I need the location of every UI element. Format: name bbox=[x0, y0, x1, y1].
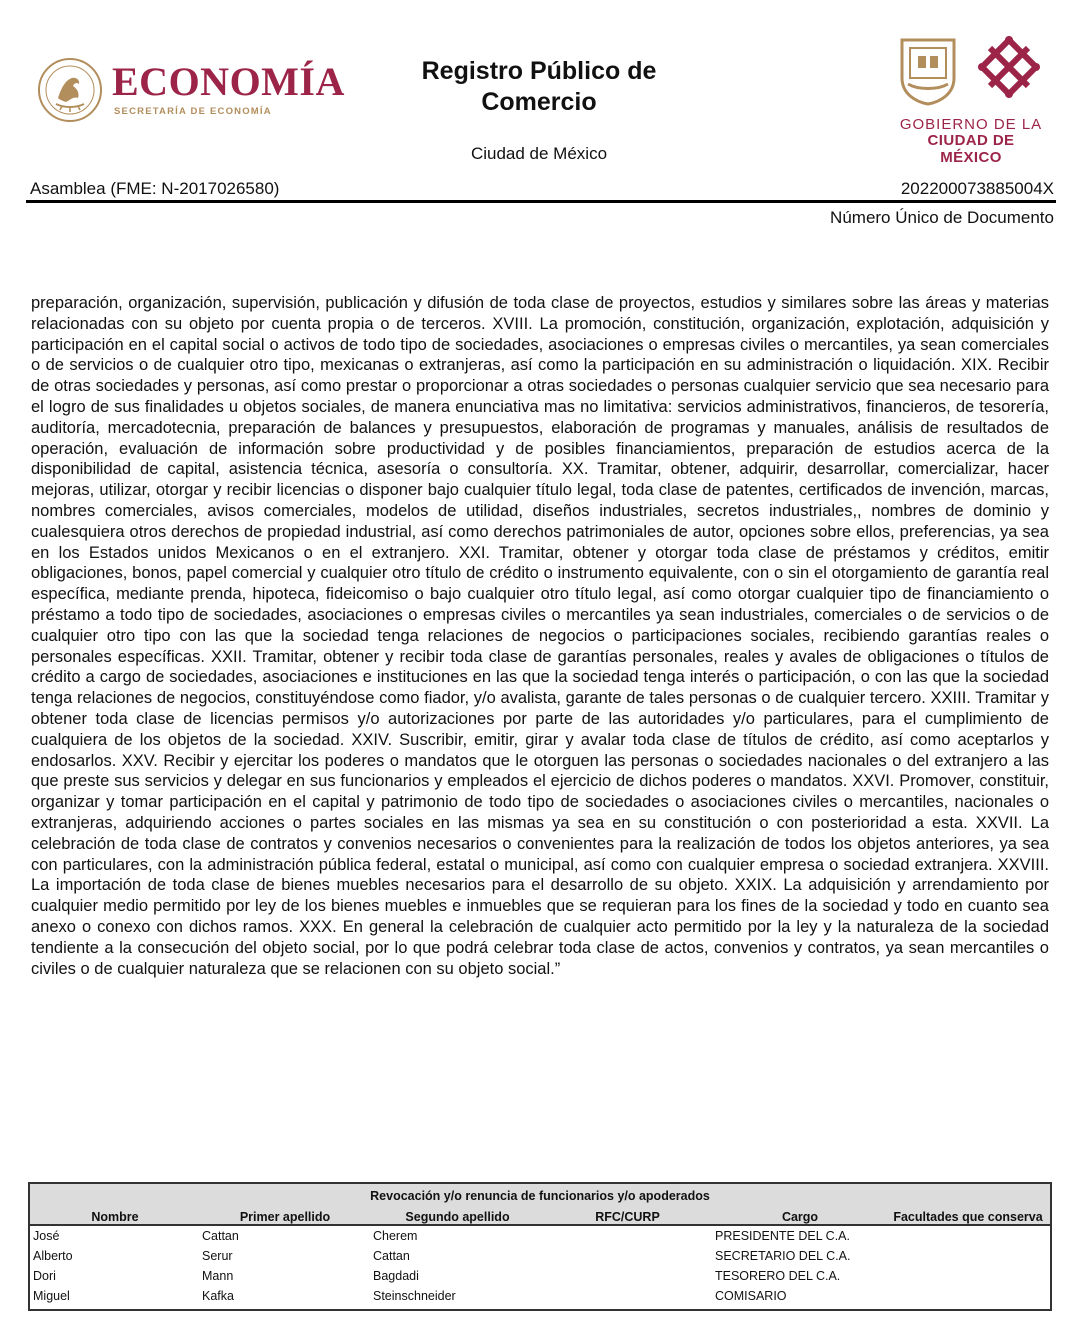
cell-cargo: SECRETARIO DEL C.A. bbox=[715, 1249, 851, 1263]
col-cargo: Cargo bbox=[781, 1210, 819, 1224]
cell-segundo-apellido: Steinschneider bbox=[373, 1289, 456, 1303]
cell-nombre: Alberto bbox=[33, 1249, 73, 1263]
table-row bbox=[30, 1289, 1050, 1309]
cell-primer-apellido: Cattan bbox=[202, 1229, 239, 1243]
body-text: preparación, organización, supervisión, publicación y difusión de toda clase de proyectos, estudios y similares sobre las áreas y materias relacionadas con su objeto por cuenta propia o de terceros. XVIII. La promoción, constitución, organización, explotación, adquisición y participación en el capital social o activos de todo tipo de sociedades, asociaciones o empresas civiles o mercantiles, ya sean comerciales o de servicios o de cualquier otro tipo, mexicanas o extranjeras, así como la participación en su administración o liquidación. XIX. Recibir de otras sociedades y personas, así como prestar o proporcionar a otras sociedades o personas cualquier servicio que sea necesario para el logro de sus finalidades u objetos sociales, de manera enunciativa mas no limitativa: servicios administrativos, financieros, de tesorería, auditoría, mercadotecnia, preparación de balances y presupuestos, elaboración de programas y manuales, análisis de resultados de operación, evaluación de información sobre productividad y de posibles financiamientos, preparación de estudios acerca de la disponibilidad de capital, asistencia técnica, asesoría o consultoría. XX. Tramitar, obtener, adquirir, desarrollar, comercializar, hacer mejoras, utilizar, otorgar y recibir licencias o disponer bajo cualquier título legal, toda clase de patentes, certificados de invención, marcas, nombres comerciales, avisos comerciales, modelos de utilidad, diseños industriales, secretos industriales,, nombres de dominio y cualesquiera otros derechos de propiedad industrial, así como derechos patrimoniales de autor, opciones sobre ellos, preferencias, ya sea en los Estados unidos Mexicanos o en el extranjero. XXI. Tramitar, obtener y otorgar toda clase de préstamos y créditos, emitir obligaciones, bonos, papel comercial y cualquier otro título de crédito o instrumento equivalente, con o sin el otorgamiento de garantía real específica, mediante prenda, hipoteca, fideicomiso o bajo cualquier otro título legal, así como otorgar cualquier tipo de financiamiento o préstamo a todo tipo de sociedades, asociaciones o empresas civiles o mercantiles ya sean industriales, comerciales o de servicios o de cualquier otro tipo con las que la sociedad tenga relaciones de negocios o participaciones sociales, recibiendo garantías reales o personales específicas. XXII. Tramitar, obtener y recibir toda clase de garantías personales, reales y avales de obligaciones o títulos de crédito a cargo de sociedades, asociaciones e instituciones en las que la sociedad tenga interés o participación, o con las que la sociedad tenga relaciones de negocios, constituyéndose como fiador, y/o avalista, garante de tales personas o de cualquier tercero. XXIII. Tramitar y obtener toda clase de licencias permisos y/o autorizaciones por parte de las autoridades y/o particulares, para el cumplimiento de cualquiera de los objetos de la sociedad. XXIV. Suscribir, emitir, girar y avalar toda clase de títulos de crédito, así como aceptarlos y endosarlos. XXV. Recibir y ejercitar los poderes o mandatos que le otorguen las personas o sociedades nacionales o del extranjero a las que preste sus servicios y delegar en sus funcionarios y empleados el ejercicio de dichos poderes o mandatos. XXVI. Promover, constituir, organizar y tomar participación en el capital y patrimonio de todo tipo de sociedades o asociaciones civiles o mercantiles, nacionales o extranjeras, adquiriendo acciones o partes sociales en las mismas ya sea en su constitución o con posterioridad a esta. XXVII. La celebración de toda clase de contratos y convenios necesarios o convenientes para la realización de todos los objetos anteriores, ya sea con particulares, con la administración pública federal, estatal o municipal, así como con cualquier empresa o sociedad extranjera. XXVIII. La importación de toda clase de bienes muebles necesarios para el desarrollo de su objeto. XXIX. La adquisición y arrendamiento por cualquier medio permitido por ley de los bienes muebles e inmuebles que se requieran para los fines de la sociedad y todo en cuanto sea anexo o conexo con dichos ramos. XXX. En general la celebración de cualquier acto permitido por la ley y la naturaleza de la sociedad tendiente a la consecución del objeto social, por lo que podrá celebrar toda clase de actos, convenios y contratos, ya sean mercantiles o civiles o de cualquier naturaleza que se relacionen con su objeto social.” bbox=[31, 294, 1049, 978]
cdmx-logo-line1: GOBIERNO DE LA bbox=[899, 116, 1043, 133]
table-header bbox=[30, 1184, 1050, 1226]
cell-primer-apellido: Kafka bbox=[202, 1289, 234, 1303]
cell-nombre: Dori bbox=[33, 1269, 56, 1283]
mexico-seal-icon bbox=[36, 56, 104, 124]
cdmx-shield-icon bbox=[900, 38, 956, 106]
cdmx-emblem-icon bbox=[976, 34, 1042, 108]
header-divider bbox=[26, 200, 1056, 203]
economia-wordmark: ECONOMÍA bbox=[112, 59, 345, 104]
economia-subtitle: SECRETARÍA DE ECONOMÍA bbox=[114, 106, 272, 117]
cell-primer-apellido: Serur bbox=[202, 1249, 233, 1263]
cell-cargo: TESORERO DEL C.A. bbox=[715, 1269, 841, 1283]
cell-nombre: Miguel bbox=[33, 1289, 70, 1303]
city-label: Ciudad de México bbox=[470, 144, 608, 163]
cell-cargo: PRESIDENTE DEL C.A. bbox=[715, 1229, 850, 1243]
table-row bbox=[30, 1249, 1050, 1269]
cell-segundo-apellido: Cattan bbox=[373, 1249, 410, 1263]
page-title: Registro Público de Comercio bbox=[421, 57, 657, 116]
cell-cargo: COMISARIO bbox=[715, 1289, 787, 1303]
col-rfc-curp: RFC/CURP bbox=[595, 1210, 660, 1224]
table-row bbox=[30, 1229, 1050, 1249]
table-row bbox=[30, 1269, 1050, 1289]
document-number: 202200073885004X bbox=[900, 179, 1054, 198]
cdmx-logo bbox=[896, 34, 1046, 166]
col-facultades: Facultades que conserva bbox=[893, 1210, 1043, 1224]
cell-nombre: José bbox=[33, 1229, 60, 1243]
table-title: Revocación y/o renuncia de funcionarios y/o apoderados bbox=[370, 1189, 710, 1203]
cdmx-logo-line2: CIUDAD DE MÉXICO bbox=[927, 132, 1015, 166]
cell-primer-apellido: Mann bbox=[202, 1269, 234, 1283]
asamblea-label: Asamblea (FME: N-2017026580) bbox=[30, 179, 280, 198]
document-number-label: Número Único de Documento bbox=[830, 208, 1054, 227]
col-segundo-apellido: Segundo apellido bbox=[405, 1210, 510, 1224]
col-nombre: Nombre bbox=[91, 1210, 139, 1224]
cell-segundo-apellido: Bagdadi bbox=[373, 1269, 419, 1283]
economia-logo bbox=[36, 52, 356, 132]
cell-segundo-apellido: Cherem bbox=[373, 1229, 418, 1243]
officers-table bbox=[28, 1182, 1052, 1311]
col-primer-apellido: Primer apellido bbox=[239, 1210, 331, 1224]
